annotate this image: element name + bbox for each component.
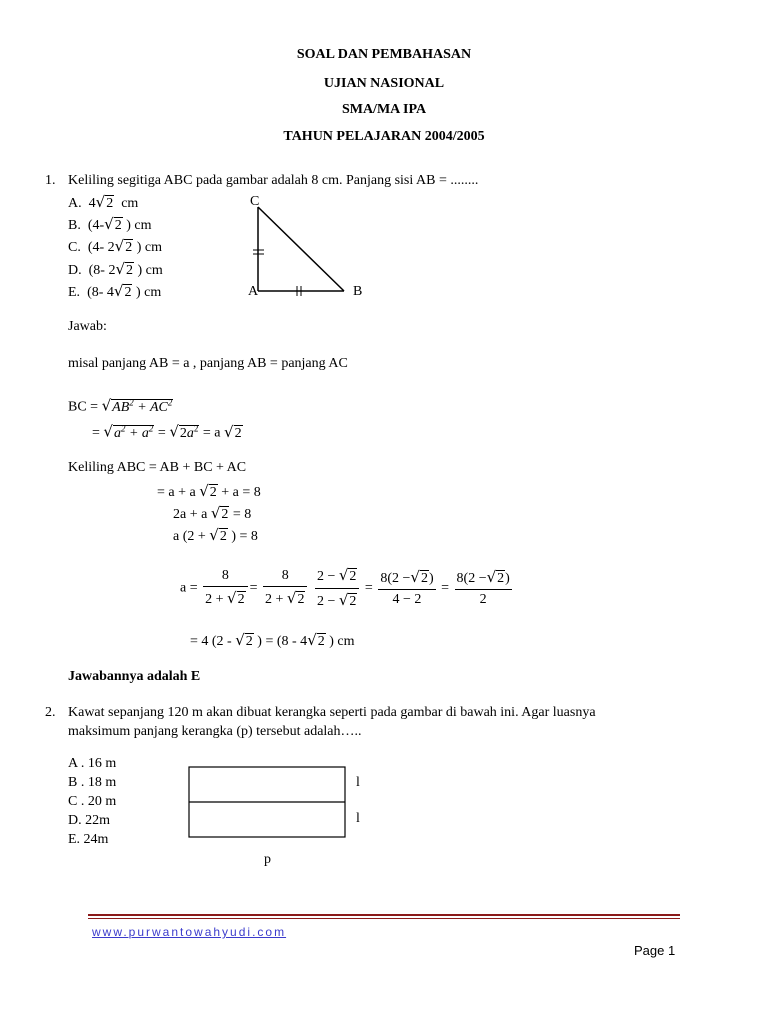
sqrt-symbol: $√2a^2$ [169, 422, 199, 441]
q1-option-b [68, 217, 152, 233]
equals-sign: = [364, 580, 373, 596]
q2-option-c: C . 20 m [68, 794, 117, 809]
website-link[interactable]: www.purwantowahyudi.com [92, 925, 287, 939]
q1-option-label: C. [68, 240, 81, 255]
q1-option-e [68, 284, 161, 300]
q1-option-text: cm [121, 196, 139, 211]
misal-text: misal panjang AB = a , panjang AB = panjang AC [68, 356, 348, 371]
frame-width-label: l [356, 811, 360, 826]
q1-option-label: B. [68, 218, 81, 233]
step-text: + a = 8 [221, 485, 261, 500]
equals-sign: = a [202, 425, 221, 441]
q1-option-d [68, 262, 163, 278]
q1-option-label: D. [68, 263, 82, 278]
bc-step2 [92, 424, 243, 441]
q2-question-line2: maksimum panjang kerangka (p) tersebut adalah….. [68, 724, 362, 739]
q1-answer: Jawabannya adalah E [68, 669, 201, 684]
header-title: SOAL DAN PEMBAHASAN [296, 47, 472, 62]
sqrt-symbol: √2 [95, 193, 114, 211]
q1-option-text: 4 [88, 196, 96, 211]
q1-option-text: (8- 2 [88, 263, 116, 278]
step-text: a (2 + [173, 529, 206, 544]
sqrt-symbol: $√a^2 + a^2$ [103, 422, 154, 441]
fraction: $\frac{8(2 -√2)}{4 - 2}$ [380, 567, 434, 608]
triangle-figure [240, 190, 370, 305]
sqrt-symbol: √2 [199, 482, 217, 500]
sqrt-symbol: $√AB^2 + AC^2$ [101, 396, 173, 415]
triangle-side-bc [258, 207, 344, 291]
frame-figure [188, 766, 348, 840]
sqrt-symbol: √2 [114, 237, 133, 255]
equals-sign: = [157, 425, 166, 441]
q1-option-label: A. [68, 196, 82, 211]
q1-option-text: ) cm [135, 285, 162, 300]
equals-sign: = [92, 425, 100, 441]
jawab-label: Jawab: [68, 319, 107, 334]
q2-number: 2. [45, 705, 56, 720]
vertex-b-label: B [353, 284, 363, 299]
step-text: a = [180, 580, 198, 596]
fraction: $\frac{8}{2 + √2}$ [203, 568, 247, 610]
sqrt-symbol: √2 [209, 526, 227, 544]
fraction: $\frac{8(2 -√2)}{2}$ [456, 567, 510, 608]
sqrt-symbol: √2 [115, 260, 134, 278]
frame-length-label: p [264, 852, 271, 867]
fraction: $\frac{8}{2 + √2}$ [263, 568, 307, 610]
q2-option-b: B . 18 m [68, 775, 117, 790]
vertex-c-label: C [250, 194, 260, 209]
fraction-derivation [180, 566, 514, 611]
q1-option-text: (4- 2 [87, 240, 115, 255]
q2-option-a: A . 16 m [68, 756, 117, 771]
q2-option-e: E. 24m [68, 832, 109, 847]
q1-option-text: (4- [87, 218, 105, 233]
final-result [190, 633, 355, 649]
q1-option-label: E. [68, 285, 81, 300]
header-year: TAHUN PELAJARAN 2004/2005 [283, 129, 485, 144]
step-text: ) = 8 [231, 529, 258, 544]
q1-question: Keliling segitiga ABC pada gambar adalah 8 cm. Panjang sisi AB = ........ [68, 173, 479, 188]
fraction: $\frac{2 - √2}{2 - √2}$ [315, 566, 359, 611]
step-text: ) cm [329, 634, 355, 649]
footer-rule [88, 914, 680, 916]
q1-option-text: ) cm [137, 263, 163, 278]
step-text: = 4 (2 - [190, 634, 232, 649]
step-text: 2a + a [173, 507, 208, 522]
header-level: SMA/MA IPA [341, 102, 427, 117]
step-text: = 8 [232, 507, 252, 522]
sqrt-symbol: √2 [235, 631, 253, 649]
q2-question-line1: Kawat sepanjang 120 m akan dibuat kerangka seperti pada gambar di bawah ini. Agar luasnya [68, 705, 596, 720]
vertex-a-label: A [248, 284, 259, 299]
footer-rule [88, 918, 680, 919]
q1-option-text: (8- 4 [87, 285, 114, 300]
q1-option-text: ) cm [136, 240, 162, 255]
q1-option-text: ) cm [126, 218, 152, 233]
equals-sign: = [441, 580, 450, 596]
q1-option-a [68, 195, 138, 211]
keliling-line: Keliling ABC = AB + BC + AC [68, 460, 247, 475]
step-text: ) = (8 - 4 [257, 634, 308, 649]
sqrt-symbol: √2 [113, 282, 132, 300]
q2-option-d: D. 22m [68, 813, 110, 828]
sqrt-symbol: √2 [104, 215, 122, 233]
bc-formula [68, 398, 173, 415]
q1-number: 1. [45, 173, 56, 188]
sqrt-symbol: √2 [307, 631, 325, 649]
keliling-step3 [173, 528, 258, 544]
sqrt-symbol: √2 [210, 504, 229, 522]
bc-label: BC = [68, 399, 99, 415]
keliling-step1 [157, 484, 261, 500]
frame-width-label: l [356, 775, 360, 790]
equals-sign: = [249, 580, 258, 596]
q1-option-c [68, 239, 162, 255]
step-text: = a + a [157, 485, 196, 500]
page-number: Page 1 [634, 943, 676, 958]
keliling-step2 [173, 506, 251, 522]
sqrt-symbol: √2 [224, 422, 242, 441]
header-exam: UJIAN NASIONAL [323, 76, 445, 91]
